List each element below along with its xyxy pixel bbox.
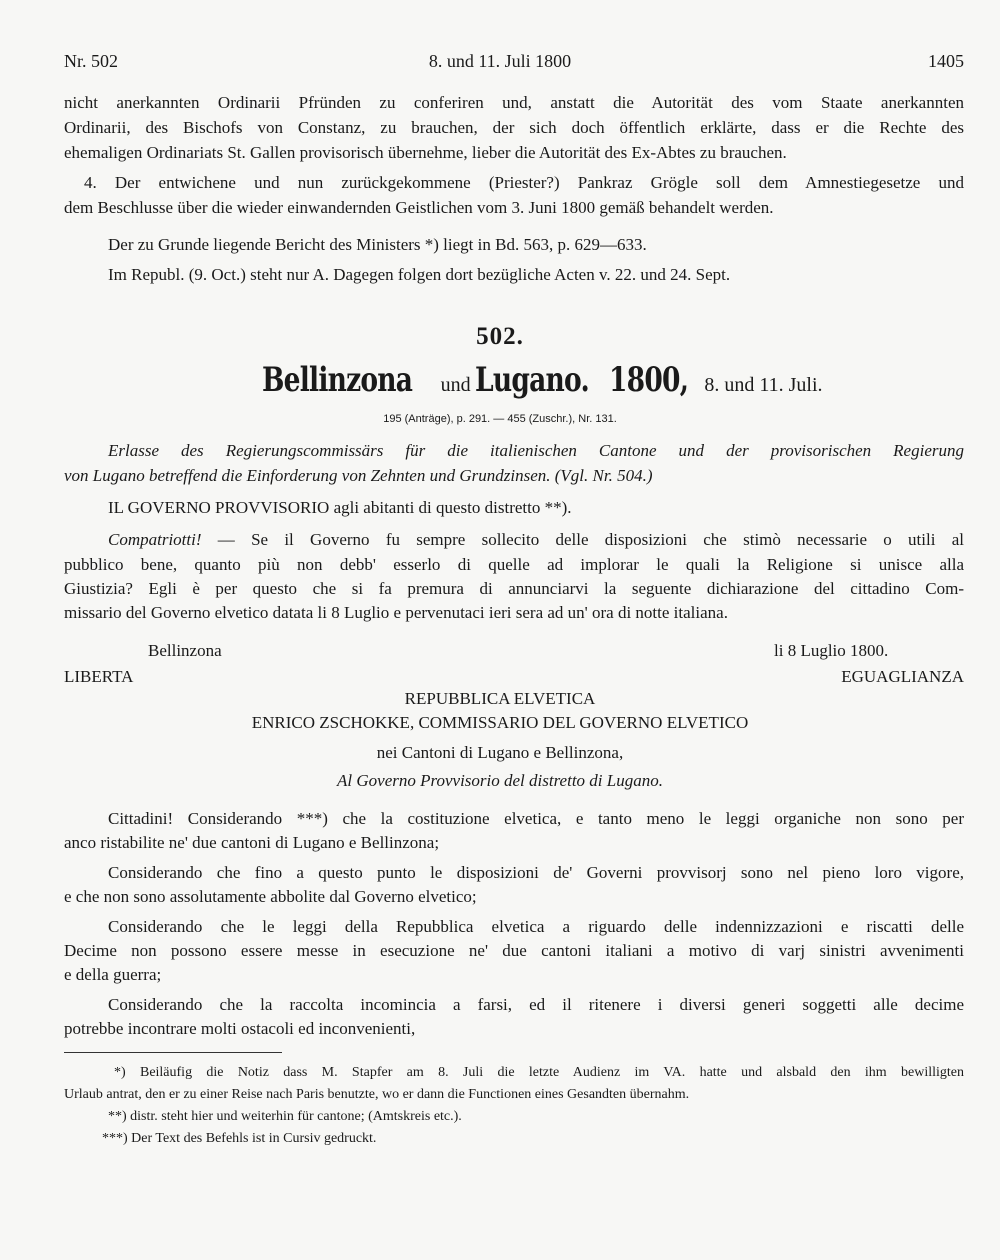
body-line: Giustizia? Egli è per questo che si fa premura di annunciarvi la seguente dichiarazione del cittadino Com- [64,579,964,598]
title-dates: 8. und 11. Juli. [704,374,823,396]
title-und: und [440,374,471,396]
intro-line: dem Beschlusse über die wieder einwandernden Geistlichen vom 3. Juni 1800 gemäß behandelt werden. [64,198,774,217]
body-line: missario del Governo elvetico datata li 8 Luglio e pervenutaci ieri sera ad un' ora di notte italiana. [64,603,728,622]
consideration-line: Considerando che la raccolta incomincia a farsi, ed il ritenere i diversi generi soggetti alle decime [108,995,964,1014]
archive-reference: 195 (Anträge), p. 291. — 455 (Zuschr.), Nr. 131. [383,413,617,425]
header-date: 8. und 11. Juli 1800 [428,51,572,71]
motto-eguaglianza: EGUAGLIANZA [841,667,964,686]
title-year: 1800, [608,360,689,400]
place-line: Bellinzona [148,641,222,660]
footnote: Urlaub antrat, den er zu einer Reise nach Paris benutzte, wo er dann die Functionen eines Gesandten übernahm. [64,1087,690,1102]
consideration-line: e che non sono assolutamente abbolite dal Governo elvetico; [64,887,477,906]
title-place-2: Lugano. [474,360,589,400]
consideration-line: potrebbe incontrare molti ostacoli ed inconvenienti, [64,1019,416,1038]
section-subtitle: Erlasse des Regierungscommissärs für die italienischen Cantone und der provisorischen Regierung [108,441,964,460]
header-page-number: 1405 [928,51,964,71]
consideration-line: Cittadini! Considerando ***) che la costituzione elvetica, e tanto meno le leggi organiche non sono per [108,809,964,828]
source-note: Im Republ. (9. Oct.) steht nur A. Dagegen folgen dort bezügliche Acten v. 22. und 24. Sept. [108,265,731,284]
cantons-line: nei Cantoni di Lugano e Bellinzona, [376,743,624,762]
section-number: 502. [476,323,524,350]
consideration-line: Decime non possono essere messe in esecuzione ne' due cantoni italiani a motivo di varj sinistri avvenimenti [64,941,964,960]
section-subtitle: von Lugano betreffend die Einforderung von Zehnten und Grundzinsen. (Vgl. Nr. 504.) [64,466,653,485]
motto-liberta: LIBERTA [64,667,134,686]
intro-line: Ordinarii, des Bischofs von Constanz, zu brauchen, der sich doch öffentlich erklärte, dass er die Rechte des [64,118,964,137]
addressee-line: Al Governo Provvisorio del distretto di Lugano. [337,771,663,790]
consideration-line: Considerando che fino a questo punto le disposizioni de' Governi provvisorj sono nel pieno loro vigore, [108,863,964,882]
body-text: — Se il Governo fu sempre sollecito delle disposizioni che stimò necessarie o utili al [201,530,964,549]
intro-line: nicht anerkannten Ordinarii Pfründen zu conferiren und, anstatt die Autorität des vom Staate anerkannten [64,93,964,112]
intro-line: 4. Der entwichene und nun zurückgekommene (Priester?) Pankraz Grögle soll dem Amnestiegesetze und [84,173,964,192]
proclamation-address: IL GOVERNO PROVVISORIO agli abitanti di questo distretto **). [108,498,572,517]
footnote: *) Beiläufig die Notiz dass M. Stapfer am 8. Juli die letzte Audienz im VA. hatte und alsbald den ihm bewilligten [114,1065,964,1080]
intro-line: ehemaligen Ordinariats St. Gallen provisorisch übernehme, lieber die Autorität des Ex-Abtes zu brauchen. [64,143,787,162]
salutation: Compatriotti! [108,530,202,549]
header-number: Nr. 502 [64,51,118,71]
republic-heading: REPUBBLICA ELVETICA [404,689,596,708]
body-line [108,529,964,551]
footnote: **) distr. steht hier und weiterhin für cantone; (Amtskreis etc.). [108,1109,462,1124]
footnote: ***) Der Text des Befehls ist in Cursiv gedruckt. [102,1131,377,1146]
source-note: Der zu Grunde liegende Bericht des Ministers *) liegt in Bd. 563, p. 629—633. [108,235,647,254]
title-place-1: Bellinzona [262,360,413,400]
footnote-rule [64,1052,282,1053]
consideration-line: e della guerra; [64,965,162,984]
body-line: pubblico bene, quanto più non debb' esserlo di quelle ad implorar le quali la Religione si unisce alla [64,555,964,574]
commissioner-heading: ENRICO ZSCHOKKE, COMMISSARIO DEL GOVERNO ELVETICO [251,713,749,732]
date-line: li 8 Luglio 1800. [774,641,889,660]
consideration-line: anco ristabilite ne' due cantoni di Lugano e Bellinzona; [64,833,440,852]
consideration-line: Considerando che le leggi della Repubblica elvetica a riguardo delle indennizzazioni e riscatti delle [108,917,964,936]
section-title [262,358,823,408]
